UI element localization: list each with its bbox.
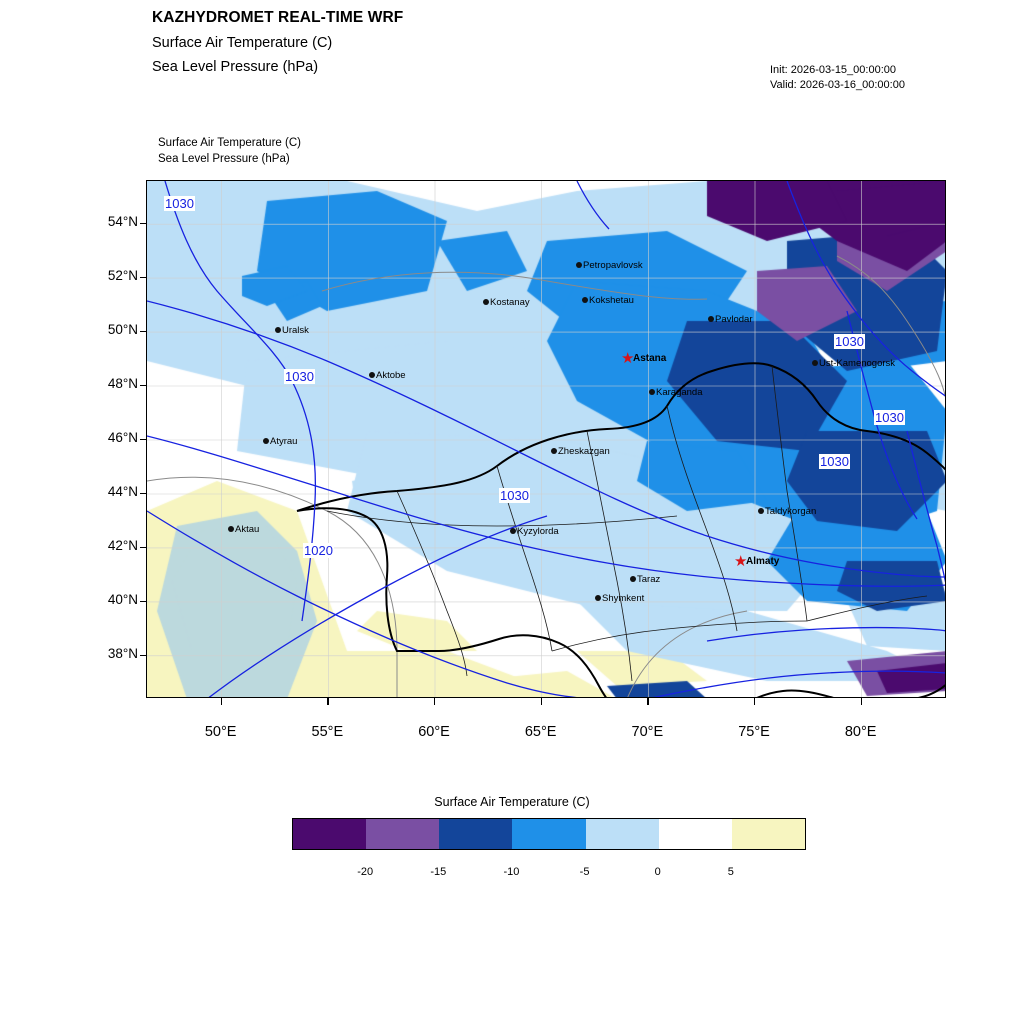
valid-time-label: Valid: 2026-03-16_00:00:00 (770, 79, 905, 91)
city-label: Shymkent (602, 593, 645, 604)
y-axis-tick (140, 655, 146, 656)
y-axis-tick (140, 547, 146, 548)
y-axis-tick-label: 54°N (107, 214, 138, 230)
y-axis-tick (140, 223, 146, 224)
city-label: Aktobe (376, 370, 406, 381)
isobar-label: 1030 (875, 410, 904, 425)
x-axis-tick-label: 50°E (204, 724, 237, 740)
page-title: KAZHYDROMET REAL-TIME WRF (152, 9, 404, 26)
city-label: Astana (633, 353, 667, 364)
y-axis-tick (140, 331, 146, 332)
city-label: Petropavlovsk (583, 260, 643, 271)
city-label: Taldykorgan (765, 506, 817, 517)
isobar-label: 1030 (820, 454, 849, 469)
city-label: Uralsk (282, 325, 309, 336)
y-axis-tick (140, 277, 146, 278)
colorbar-swatch-3 (512, 819, 585, 849)
isobar-label: 1030 (500, 488, 529, 503)
city-label: Taraz (637, 574, 661, 585)
page-subtitle-pressure: Sea Level Pressure (hPa) (152, 59, 319, 75)
x-axis-tick-label: 80°E (844, 724, 877, 740)
x-axis-tick (647, 698, 648, 705)
x-axis-tick-label: 70°E (631, 724, 664, 740)
city-label: Aktau (235, 524, 260, 535)
city-label: Almaty (746, 556, 780, 567)
y-axis-tick (140, 601, 146, 602)
city-label: Pavlodar (715, 314, 753, 325)
y-axis-tick (140, 385, 146, 386)
y-axis-tick-label: 46°N (107, 430, 138, 445)
y-axis-tick-label: 52°N (107, 268, 138, 284)
x-axis-tick-label: 65°E (524, 724, 557, 740)
isobar-label: 1030 (835, 334, 864, 349)
city-label: Kostanay (490, 297, 530, 308)
colorbar-swatch-1 (366, 819, 439, 849)
plot-caption-pressure: Sea Level Pressure (hPa) (158, 153, 290, 165)
colorbar-title: Surface Air Temperature (C) (434, 795, 590, 809)
city-label: Atyrau (270, 436, 298, 447)
colorbar-swatch-2 (439, 819, 512, 849)
x-axis-tick (754, 698, 755, 705)
x-axis-tick-label: 75°E (738, 724, 770, 740)
city-label: Kyzylorda (517, 526, 559, 537)
city-label: Kokshetau (589, 295, 634, 306)
x-axis-tick (861, 698, 862, 705)
weather-map (146, 180, 946, 698)
x-axis-tick-label: 60°E (418, 724, 450, 740)
colorbar-swatch-0 (293, 819, 366, 849)
x-axis-tick (327, 698, 328, 705)
y-axis-tick-label: 40°N (107, 591, 138, 607)
colorbar-tick-label: 5 (727, 866, 734, 878)
init-time-label: Init: 2026-03-15_00:00:00 (770, 64, 896, 76)
y-axis-tick-label: 42°N (107, 537, 138, 553)
colorbar-tick-label: -10 (503, 866, 520, 878)
colorbar-tick-label: -5 (579, 866, 590, 878)
y-axis-tick (140, 439, 146, 440)
y-axis-tick-label: 50°N (107, 322, 138, 338)
x-axis-tick (434, 698, 435, 705)
isobar-label: 1030 (165, 196, 194, 211)
y-axis-tick (140, 493, 146, 494)
x-axis-tick-label: 55°E (311, 724, 344, 740)
colorbar-swatch-6 (732, 819, 805, 849)
colorbar-swatch-4 (586, 819, 659, 849)
colorbar-tick-label: -15 (430, 866, 447, 878)
isobar-label: 1030 (285, 369, 314, 384)
y-axis-tick-label: 44°N (107, 483, 138, 499)
x-axis-tick (541, 698, 542, 705)
capital-star-icon: ★ (734, 553, 748, 570)
isobar-label-layer (147, 181, 946, 698)
colorbar (292, 818, 806, 850)
colorbar-tick-label: 0 (654, 866, 661, 878)
plot-caption-temperature: Surface Air Temperature (C) (158, 137, 301, 149)
city-label: Ust-Kamenogorsk (819, 358, 896, 369)
city-label: Karaganda (656, 387, 703, 398)
y-axis-tick-label: 48°N (107, 376, 138, 392)
colorbar-tick-label: -20 (357, 866, 374, 878)
isobar-label: 1020 (304, 543, 333, 558)
page-subtitle-temperature: Surface Air Temperature (C) (152, 35, 333, 51)
capital-star-icon: ★ (621, 350, 635, 367)
x-axis-tick (221, 698, 222, 705)
colorbar-swatch-5 (659, 819, 732, 849)
y-axis-tick-label: 38°N (107, 645, 138, 661)
city-label: Zheskazgan (558, 446, 610, 457)
